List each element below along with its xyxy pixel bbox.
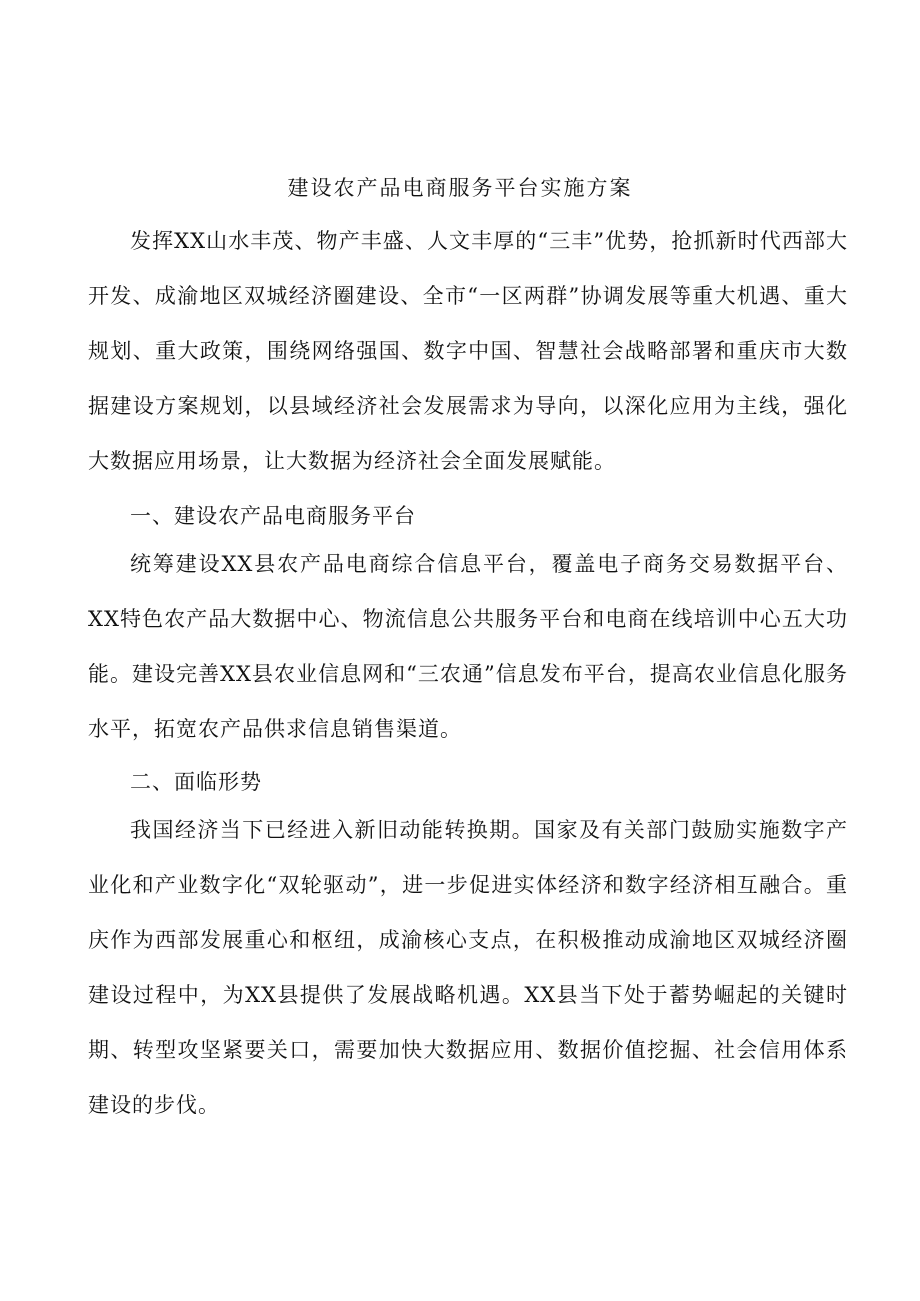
document-title: 建设农产品电商服务平台实施方案	[287, 176, 633, 200]
section-heading-platform: 一、建设农产品电商服务平台	[130, 504, 416, 528]
section-heading-situation: 二、面临形势	[130, 770, 262, 794]
section-body-situation: 我国经济当下已经进入新旧动能转换期。国家及有关部门鼓励实施数字产业化和产业数字化“双轮驱动”，进一步促进实体经济和数字经济相互融合。重庆作为西部发展重心和枢纽，成渝核心支点，在积极推动成渝地区双城经济圈建设过程中，为XX县提供了发展战略机遇。XX县当下处于蓄势崛起的关键时期、转型攻坚紧要关口，需要加快大数据应用、数据价值挖掘、社会信用体系建设的步伐。	[88, 818, 848, 1117]
section-body-platform: 统筹建设XX县农产品电商综合信息平台，覆盖电子商务交易数据平台、XX特色农产品大数据中心、物流信息公共服务平台和电商在线培训中心五大功能。建设完善XX县农业信息网和“三农通”信息发布平台，提高农业信息化服务水平，拓宽农产品供求信息销售渠道。	[88, 552, 848, 741]
intro-paragraph: 发挥XX山水丰茂、物产丰盛、人文丰厚的“三丰”优势，抢抓新时代西部大开发、成渝地区双城经济圈建设、全市“一区两群”协调发展等重大机遇、重大规划、重大政策，围绕网络强国、数字中国、智慧社会战略部署和重庆市大数据建设方案规划，以县域经济社会发展需求为导向，以深化应用为主线，强化大数据应用场景，让大数据为经济社会全面发展赋能。	[88, 229, 848, 473]
